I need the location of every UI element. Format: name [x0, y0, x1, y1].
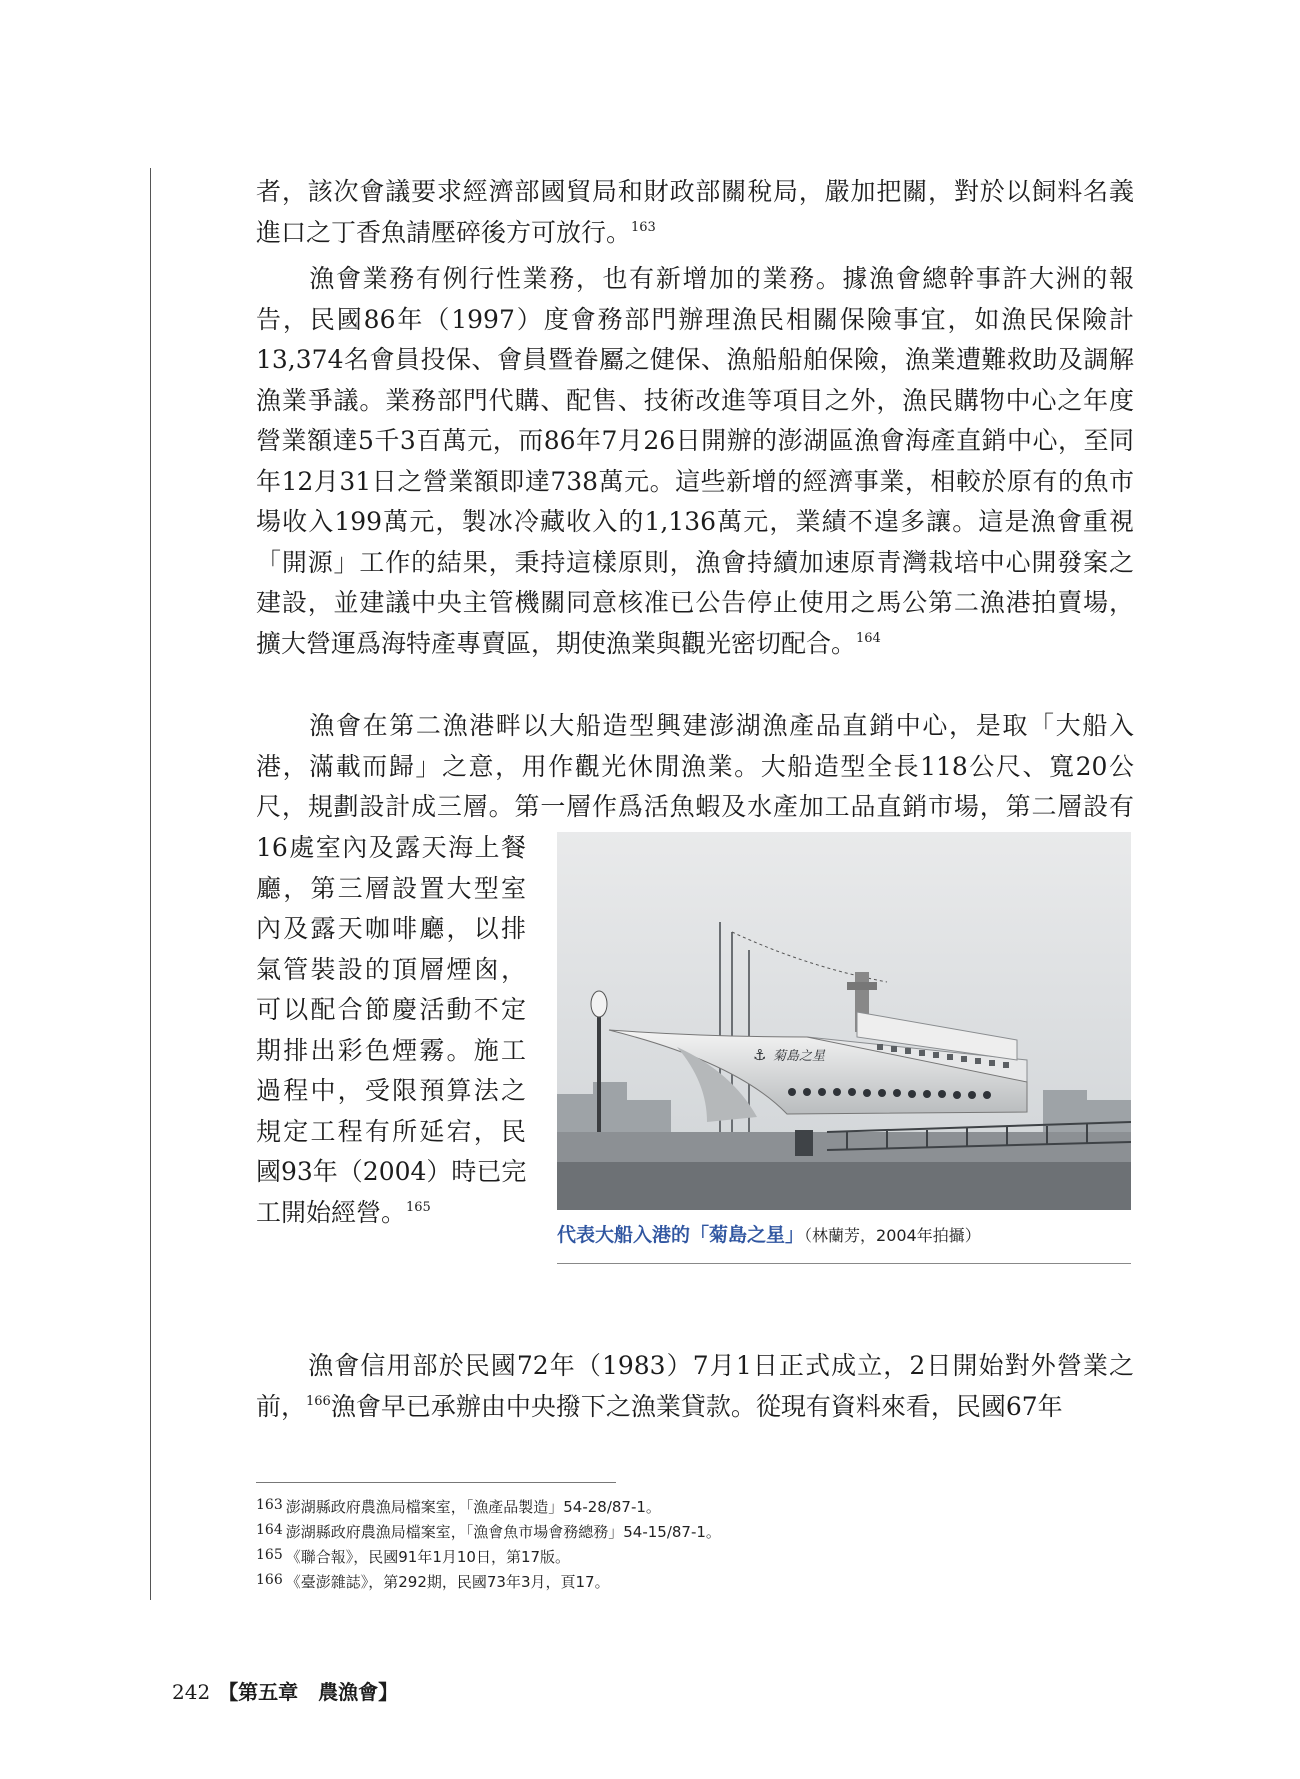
text-line: 者，該次會議要求經濟部國貿局和財政部關稅局，嚴加把關，對於以飼料名義 — [256, 177, 1134, 206]
ship-building-photo — [557, 832, 1131, 1210]
running-footer — [172, 1676, 398, 1705]
footnote-number: 163 — [256, 1497, 283, 1513]
text-line: 告，民國86年（1997）度會務部門辦理漁民相關保險事宜，如漁民保險計 — [256, 304, 1134, 334]
footnote-number: 164 — [256, 1522, 283, 1538]
text-segment: 前， — [256, 1391, 307, 1421]
text-line: 尺，規劃設計成三層。第一層作爲活魚蝦及水產加工品直銷市場，第二層設有 — [256, 792, 1134, 821]
text-line: 場收入199萬元，製冰冷藏收入的1,136萬元，業績不遑多讓。這是漁會重視 — [256, 507, 1134, 536]
paragraph-3 — [256, 706, 1134, 828]
caption-text: 代表大船入港的「菊島之星」 — [557, 1224, 805, 1246]
text-line: 營業額達5千3百萬元，而86年7月26日開辦的澎湖區漁會海產直銷中心，至同 — [256, 426, 1134, 455]
footnote-ref-164[interactable]: 164 — [856, 630, 881, 646]
text-line — [256, 624, 1134, 665]
section-heading — [172, 1302, 202, 1341]
footnote-text: 澎湖縣政府農漁局檔案室，「漁產品製造」54-28/87-1。 — [285, 1498, 661, 1516]
text-line: 漁會業務有例行性業務，也有新增加的業務。據漁會總幹事許大洲的報 — [256, 264, 1134, 293]
footnote-number: 166 — [256, 1572, 283, 1588]
caption-credit: （林蘭芳，2004年拍攝） — [804, 1226, 981, 1245]
text-line: 過程中，受限預算法之 — [256, 1076, 526, 1105]
page-number: 242 — [172, 1680, 211, 1704]
photo-caption — [557, 1220, 1131, 1247]
text-line: 13,374名會員投保、會員暨眷屬之健保、漁船船舶保險，漁業遭難救助及調解 — [256, 345, 1134, 374]
margin-rule — [150, 168, 151, 1600]
text-line: 建設，並建議中央主管機關同意核准已公告停止使用之馬公第二漁港拍賣場， — [256, 588, 1134, 617]
text-line: 期排出彩色煙霧。施工 — [256, 1035, 526, 1065]
text-line: 規定工程有所延宕，民 — [256, 1116, 526, 1146]
paragraph-4 — [256, 1346, 1134, 1427]
text-line: 廳，第三層設置大型室 — [256, 873, 526, 903]
footnote-164 — [256, 1521, 721, 1546]
paragraph-1 — [256, 172, 1134, 253]
text-segment: 漁會早已承辦由中央撥下之漁業貸款。從現有資料來看，民國67年 — [330, 1391, 1063, 1421]
text-segment: 擴大營運爲海特產專賣區，期使漁業與觀光密切配合。 — [256, 628, 857, 658]
footnotes — [256, 1496, 721, 1596]
text-line — [256, 1387, 1134, 1428]
footnote-divider — [256, 1482, 616, 1483]
bin — [795, 1130, 813, 1156]
text-line: 「開源」工作的結果，秉持這樣原則，漁會持續加速原青灣栽培中心開發案之 — [256, 547, 1134, 577]
text-line: 年12月31日之營業額即達738萬元。這些新增的經濟事業，相較於原有的魚市 — [256, 466, 1134, 496]
text-line: 漁會信用部於民國72年（1983）7月1日正式成立，2日開始對外營業之 — [256, 1351, 1134, 1380]
paragraph-2 — [256, 259, 1134, 664]
text-line: 港，滿載而歸」之意，用作觀光休閒漁業。大船造型全長118公尺、寬20公 — [256, 751, 1134, 781]
footnote-text: 《聯合報》，民國91年1月10日，第17版。 — [285, 1548, 571, 1566]
text-segment: 工開始經營。 — [256, 1197, 407, 1227]
footnote-ref-163[interactable]: 163 — [631, 219, 656, 235]
quay-ground — [557, 1162, 1131, 1210]
text-line: 漁會在第二漁港畔以大船造型興建澎湖漁產品直銷中心，是取「大船入 — [256, 711, 1134, 740]
footnote-ref-165[interactable]: 165 — [406, 1199, 431, 1215]
text-line: 國93年（2004）時已完 — [256, 1157, 527, 1186]
text-line — [256, 1193, 526, 1234]
chapter-title: 【第五章 農漁會】 — [218, 1680, 399, 1704]
ship-name-label: 菊島之星 — [773, 1049, 826, 1064]
footnote-number: 165 — [256, 1547, 283, 1563]
text-line: 內及露天咖啡廳，以排 — [256, 914, 526, 943]
footnote-166 — [256, 1571, 721, 1596]
text-line: 16處室內及露天海上餐 — [256, 833, 526, 862]
footnote-165 — [256, 1546, 721, 1571]
footnote-text: 澎湖縣政府農漁局檔案室，「漁會魚市場會務總務」54-15/87-1。 — [285, 1523, 721, 1541]
anchor-icon: ⚓ — [753, 1046, 767, 1064]
text-line: 可以配合節慶活動不定 — [256, 995, 526, 1024]
caption-divider — [557, 1263, 1131, 1264]
footnote-text: 《臺澎雜誌》，第292期，民國73年3月，頁17。 — [285, 1573, 610, 1591]
text-segment: 進口之丁香魚請壓碎後方可放行。 — [256, 217, 632, 247]
text-line — [256, 213, 1134, 254]
mast-crossbar — [847, 982, 877, 990]
photo-wrap-text — [256, 828, 526, 1233]
footnote-163 — [256, 1496, 721, 1521]
footnote-ref-166[interactable]: 166 — [306, 1393, 331, 1409]
text-line: 漁業爭議。業務部門代購、配售、技術改進等項目之外，漁民購物中心之年度 — [256, 385, 1134, 415]
ship-illustration — [557, 832, 1131, 1210]
text-line: 氣管裝設的頂層煙囪， — [256, 954, 526, 984]
